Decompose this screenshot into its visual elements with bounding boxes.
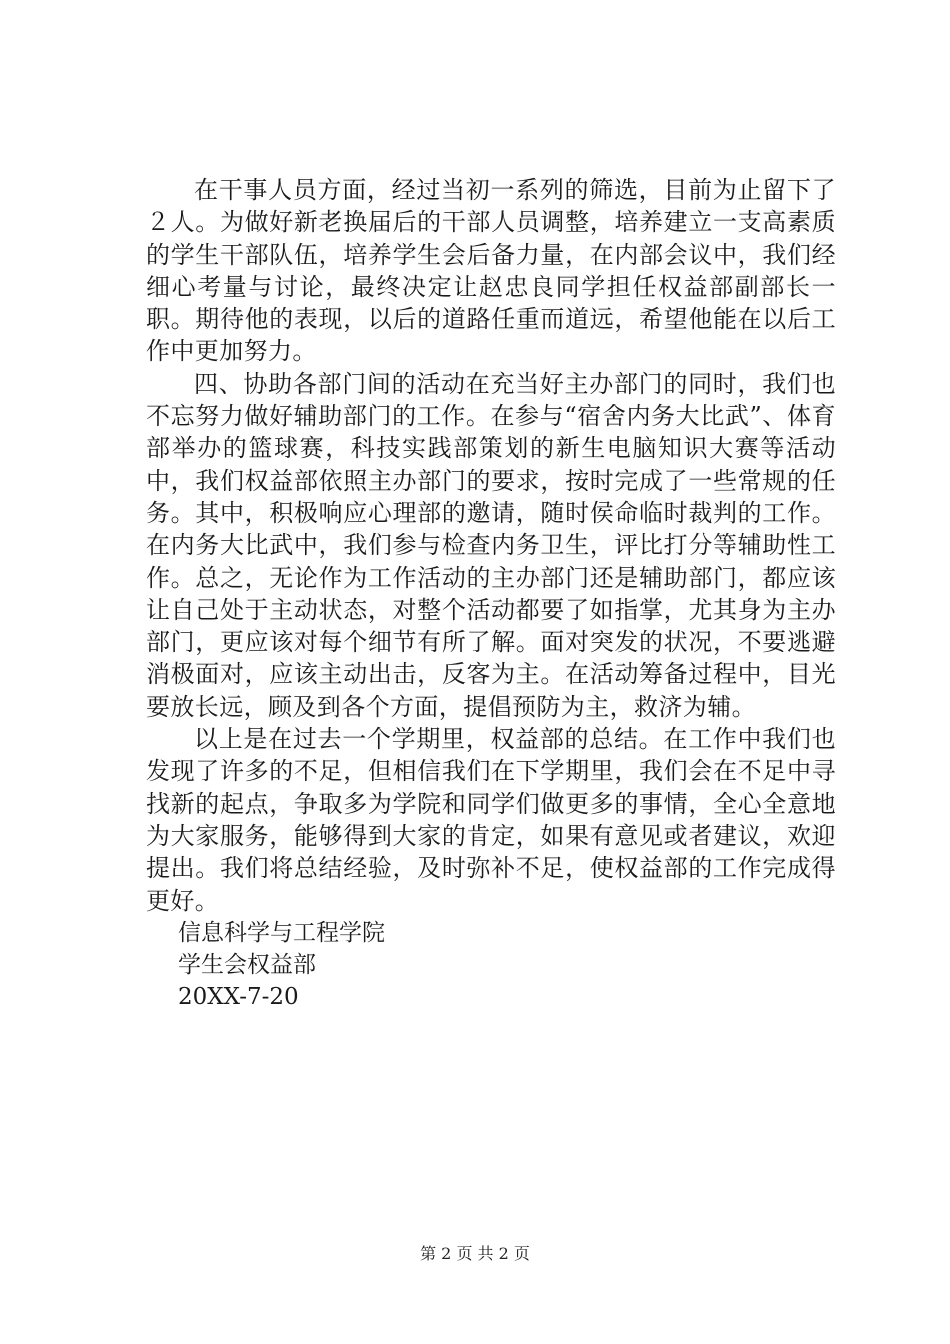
paragraph-staff: 在干事人员方面，经过当初一系列的筛选，目前为止留下了２人。为做好新老换届后的干部人员调整，培养建立一支高素质的学生干部队伍，培养学生会后备力量，在内部会议中，我们经细心考量与讨论，最终决定让赵忠良同学担任权益部副部长一职。期待他的表现，以后的道路任重而道远，希望他能在以后工作中更加努力。 <box>146 176 836 366</box>
signature-school: 信息科学与工程学院 <box>178 919 385 946</box>
paragraph-conclusion: 以上是在过去一个学期里，权益部的总结。在工作中我们也发现了许多的不足，但相信我们在下学期里，我们会在不足中寻找新的起点，争取多为学院和同学们做更多的事情，全心全意地为大家服务，能够得到大家的肯定，如果有意见或者建议，欢迎提出。我们将总结经验，及时弥补不足，使权益部的工作完成得更好。 <box>146 725 836 915</box>
paragraph-cooperation: 四、协助各部门间的活动在充当好主办部门的同时，我们也不忘努力做好辅助部门的工作。在参与“宿舍内务大比武”、体育部举办的篮球赛，科技实践部策划的新生电脑知识大赛等活动中，我们权益部依照主办部门的要求，按时完成了一些常规的任务。其中，积极响应心理部的邀请，随时侯命临时裁判的工作。在内务大比武中，我们参与检查内务卫生，评比打分等辅助性工作。总之，无论作为工作活动的主办部门还是辅助部门，都应该让自己处于主动状态，对整个活动都要了如指掌，尤其身为主办部门，更应该对每个细节有所了解。面对突发的状况，不要逃避消极面对，应该主动出击，反客为主。在活动筹备过程中，目光要放长远，顾及到各个方面，提倡预防为主，救济为辅。 <box>146 369 836 721</box>
page-number-footer: 第 2 页 共 2 页 <box>420 1244 530 1263</box>
signature-department: 学生会权益部 <box>178 952 316 979</box>
document-body <box>146 174 836 1014</box>
signature-block <box>146 917 836 1014</box>
signature-date: 20XX-7-20 <box>178 984 299 1011</box>
